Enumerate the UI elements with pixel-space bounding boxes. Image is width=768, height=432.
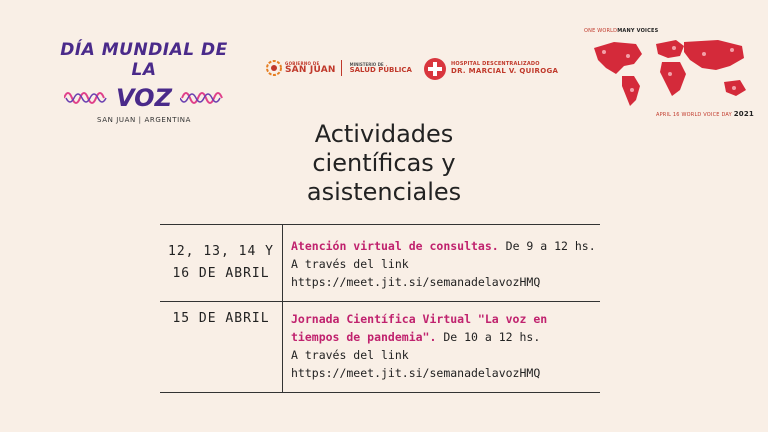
logo-title-line2-row bbox=[58, 82, 230, 114]
hospital-type-label: HOSPITAL DESCENTRALIZADO bbox=[451, 61, 540, 68]
sun-emblem-icon bbox=[266, 60, 282, 76]
title-line-1: Actividades bbox=[314, 120, 454, 148]
date-line-1: 15 DE ABRIL bbox=[172, 311, 270, 326]
activity-time: De 9 a 12 hs. bbox=[498, 239, 596, 253]
heart-world-map-icon bbox=[584, 34, 754, 110]
activity-name: Atención virtual de consultas. bbox=[291, 239, 499, 253]
activity-line bbox=[291, 237, 600, 255]
schedule-date-cell bbox=[160, 225, 283, 302]
meeting-link[interactable]: https://meet.jit.si/semanadelavozHMQ bbox=[291, 275, 541, 289]
title-line-3: asistenciales bbox=[306, 178, 462, 206]
schedule-row bbox=[160, 302, 600, 393]
activity-line bbox=[291, 328, 600, 346]
date-line-2: 16 DE ABRIL bbox=[172, 266, 270, 281]
medical-cross-icon bbox=[424, 58, 446, 80]
meeting-link[interactable]: https://meet.jit.si/semanadelavozHMQ bbox=[291, 366, 541, 380]
via-label: A través del link bbox=[291, 257, 409, 271]
sound-wave-right-icon bbox=[180, 85, 224, 111]
ministry-label: SALUD PÚBLICA bbox=[349, 65, 412, 74]
logo-title-voz: VOZ bbox=[116, 84, 172, 112]
logo-subtitle: SAN JUAN | ARGENTINA bbox=[97, 116, 191, 124]
schedule-description-cell bbox=[283, 302, 601, 393]
ministry-small-label: MINISTERIO DE bbox=[349, 61, 384, 67]
schedule-table bbox=[160, 224, 600, 393]
activity-name-line-1: Jornada Científica Virtual "La voz en bbox=[291, 312, 548, 326]
world-voice-day-logo bbox=[584, 28, 754, 128]
san-juan-label: SAN JUAN bbox=[285, 64, 336, 75]
wvd-tagline-b: MANY VOICES bbox=[617, 28, 659, 34]
activity-name-line-2: tiempos de pandemia". bbox=[291, 330, 437, 344]
logo-divider bbox=[341, 60, 342, 76]
activity-time: De 10 a 12 hs. bbox=[436, 330, 541, 344]
via-label: A través del link bbox=[291, 348, 409, 362]
logo-title-line1: DÍA MUNDIAL DE LA bbox=[60, 40, 228, 80]
wvd-date-line bbox=[584, 110, 754, 118]
hospital-logo bbox=[424, 58, 558, 80]
page-title bbox=[284, 120, 484, 207]
hospital-name-label: DR. MARCIAL V. QUIROGA bbox=[451, 66, 559, 75]
schedule-row bbox=[160, 225, 600, 302]
hospital-text bbox=[451, 62, 558, 75]
schedule-date-cell bbox=[160, 302, 283, 393]
schedule-description-cell bbox=[283, 225, 601, 302]
san-juan-government-logo bbox=[266, 60, 412, 76]
gobierno-label: GOBIERNO DE bbox=[285, 60, 320, 66]
ministry-text bbox=[350, 63, 412, 74]
wvd-year: 2021 bbox=[733, 110, 754, 118]
san-juan-text bbox=[285, 62, 336, 75]
title-line-2: científicas y bbox=[312, 149, 456, 177]
sound-wave-left-icon bbox=[64, 85, 108, 111]
dia-mundial-voz-logo bbox=[58, 40, 230, 124]
wvd-date: APRIL 16 bbox=[655, 112, 680, 118]
date-line-1: 12, 13, 14 Y bbox=[168, 244, 274, 259]
wvd-tagline-a: ONE WORLD bbox=[584, 28, 618, 34]
wvd-name: WORLD VOICE DAY bbox=[681, 112, 732, 118]
